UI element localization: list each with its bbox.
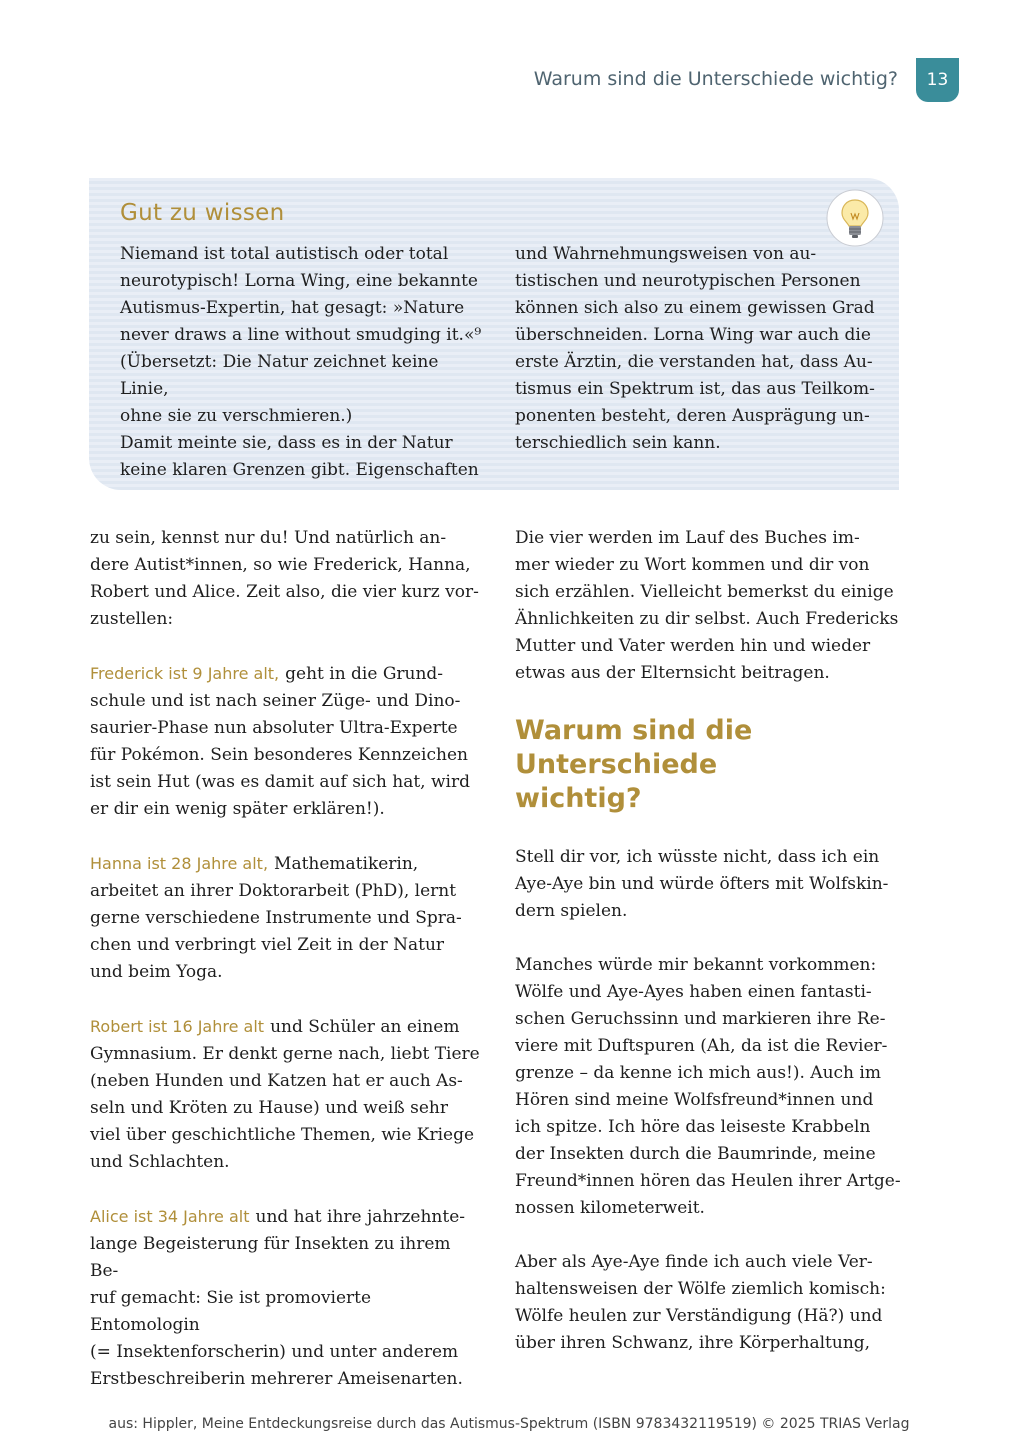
profile-alice	[90, 1203, 480, 1393]
profile-text: und hat ihre jahrzehnte- lange Begeisterung für Insekten zu ihrem Be- ruf gemacht: Sie ist promovierte Entomologin (= Insektenforscherin) und unter anderem Erstbeschreiberin mehrerer Ameisenarten.	[90, 1207, 466, 1389]
body-paragraph: Stell dir vor, ich wüsste nicht, dass ich ein Aye-Aye bin und würde öfters mit Wolfskin- dern spielen.	[515, 847, 889, 921]
profile-lead: Robert ist 16 Jahre alt	[90, 1017, 265, 1036]
body-column-right	[515, 525, 905, 1384]
body-column-left	[90, 525, 480, 1420]
profile-hanna	[90, 850, 480, 986]
section-heading: Warum sind die Unterschiede wichtig?	[515, 715, 753, 814]
light-bulb-icon	[826, 189, 884, 247]
info-box	[89, 178, 899, 490]
running-header-title: Warum sind die Unterschiede wichtig?	[533, 68, 898, 90]
profile-lead: Frederick ist 9 Jahre alt,	[90, 664, 280, 683]
body-paragraph: Manches würde mir bekannt vorkommen: Wölfe und Aye-Ayes haben einen fantasti- schen Geruchssinn und markieren ihre Re- viere mit Duftspuren (Ah, da ist die Revier- grenze – da kenne ich mich aus!). Auch im Hören sind meine Wolfsfreund*innen und ich spitze. Ich höre das leiseste Krabbeln der Insekten durch die Baumrinde, meine Freund*innen hören das Heulen ihrer Artge- nossen kilometerweit.	[515, 955, 901, 1218]
profile-text: und Schüler an einem Gymnasium. Er denkt gerne nach, liebt Tiere (neben Hunden und Katzen hat er auch As- seln und Kröten zu Hause) und weiß sehr viel über geschichtliche Themen, wie Kriege und Schlachten.	[90, 1017, 480, 1172]
profile-robert	[90, 1013, 480, 1176]
profile-frederick	[90, 660, 480, 823]
page-number-tab: 13	[916, 58, 959, 102]
source-footer: aus: Hippler, Meine Entdeckungsreise durch das Autismus-Spektrum (ISBN 9783432119519) © 2025 TRIAS Verlag	[108, 1416, 910, 1432]
intro-paragraph: zu sein, kennst nur du! Und natürlich an- dere Autist*innen, so wie Frederick, Hanna, Robert und Alice. Zeit also, die vier kurz vor- zustellen:	[90, 528, 479, 629]
intro-paragraph-right: Die vier werden im Lauf des Buches im- mer wieder zu Wort kommen und dir von sich erzählen. Vielleicht bemerkst du einige Ähnlichkeiten zu dir selbst. Auch Fredericks Mutter und Vater werden hin und wieder etwas aus der Elternsicht beitragen.	[515, 528, 899, 683]
profile-text: geht in die Grund- schule und ist nach seiner Züge- und Dino- saurier-Phase nun absoluter Ultra-Experte für Pokémon. Sein besonderes Kennzeichen ist sein Hut (was es damit auf sich hat, wird er dir ein wenig später erklären!).	[90, 664, 470, 819]
profile-text: Mathematikerin, arbeitet an ihrer Doktorarbeit (PhD), lernt gerne verschiedene Instrumente und Spra- chen und verbringt viel Zeit in der Natur und beim Yoga.	[90, 854, 462, 982]
info-box-text-right: und Wahrnehmungsweisen von au- tistischen und neurotypischen Personen können sich also zu einem gewissen Grad überschneiden. Lorna Wing war auch die erste Ärztin, die verstanden hat, dass Au- tismus ein Spektrum ist, das aus Teilkom- ponenten besteht, deren Ausprägung un- terschiedlich sein kann.	[515, 244, 875, 453]
profile-lead: Hanna ist 28 Jahre alt,	[90, 854, 269, 873]
info-box-title: Gut zu wissen	[120, 200, 285, 226]
profile-lead: Alice ist 34 Jahre alt	[90, 1207, 250, 1226]
body-paragraph: Aber als Aye-Aye finde ich auch viele Ver- haltensweisen der Wölfe ziemlich komisch: Wölfe heulen zur Verständigung (Hä?) und über ihren Schwanz, ihre Körperhaltung,	[515, 1252, 886, 1353]
info-box-text-left: Niemand ist total autistisch oder total neurotypisch! Lorna Wing, eine bekannte Autismus-Expertin, hat gesagt: »Nature never draws a line without smudging it.«⁹ (Übersetzt: Die Natur zeichnet keine Linie, ohne sie zu verschmieren.) Damit meinte sie, dass es in der Natur keine klaren Grenzen gibt. Eigenschaften	[120, 244, 482, 480]
